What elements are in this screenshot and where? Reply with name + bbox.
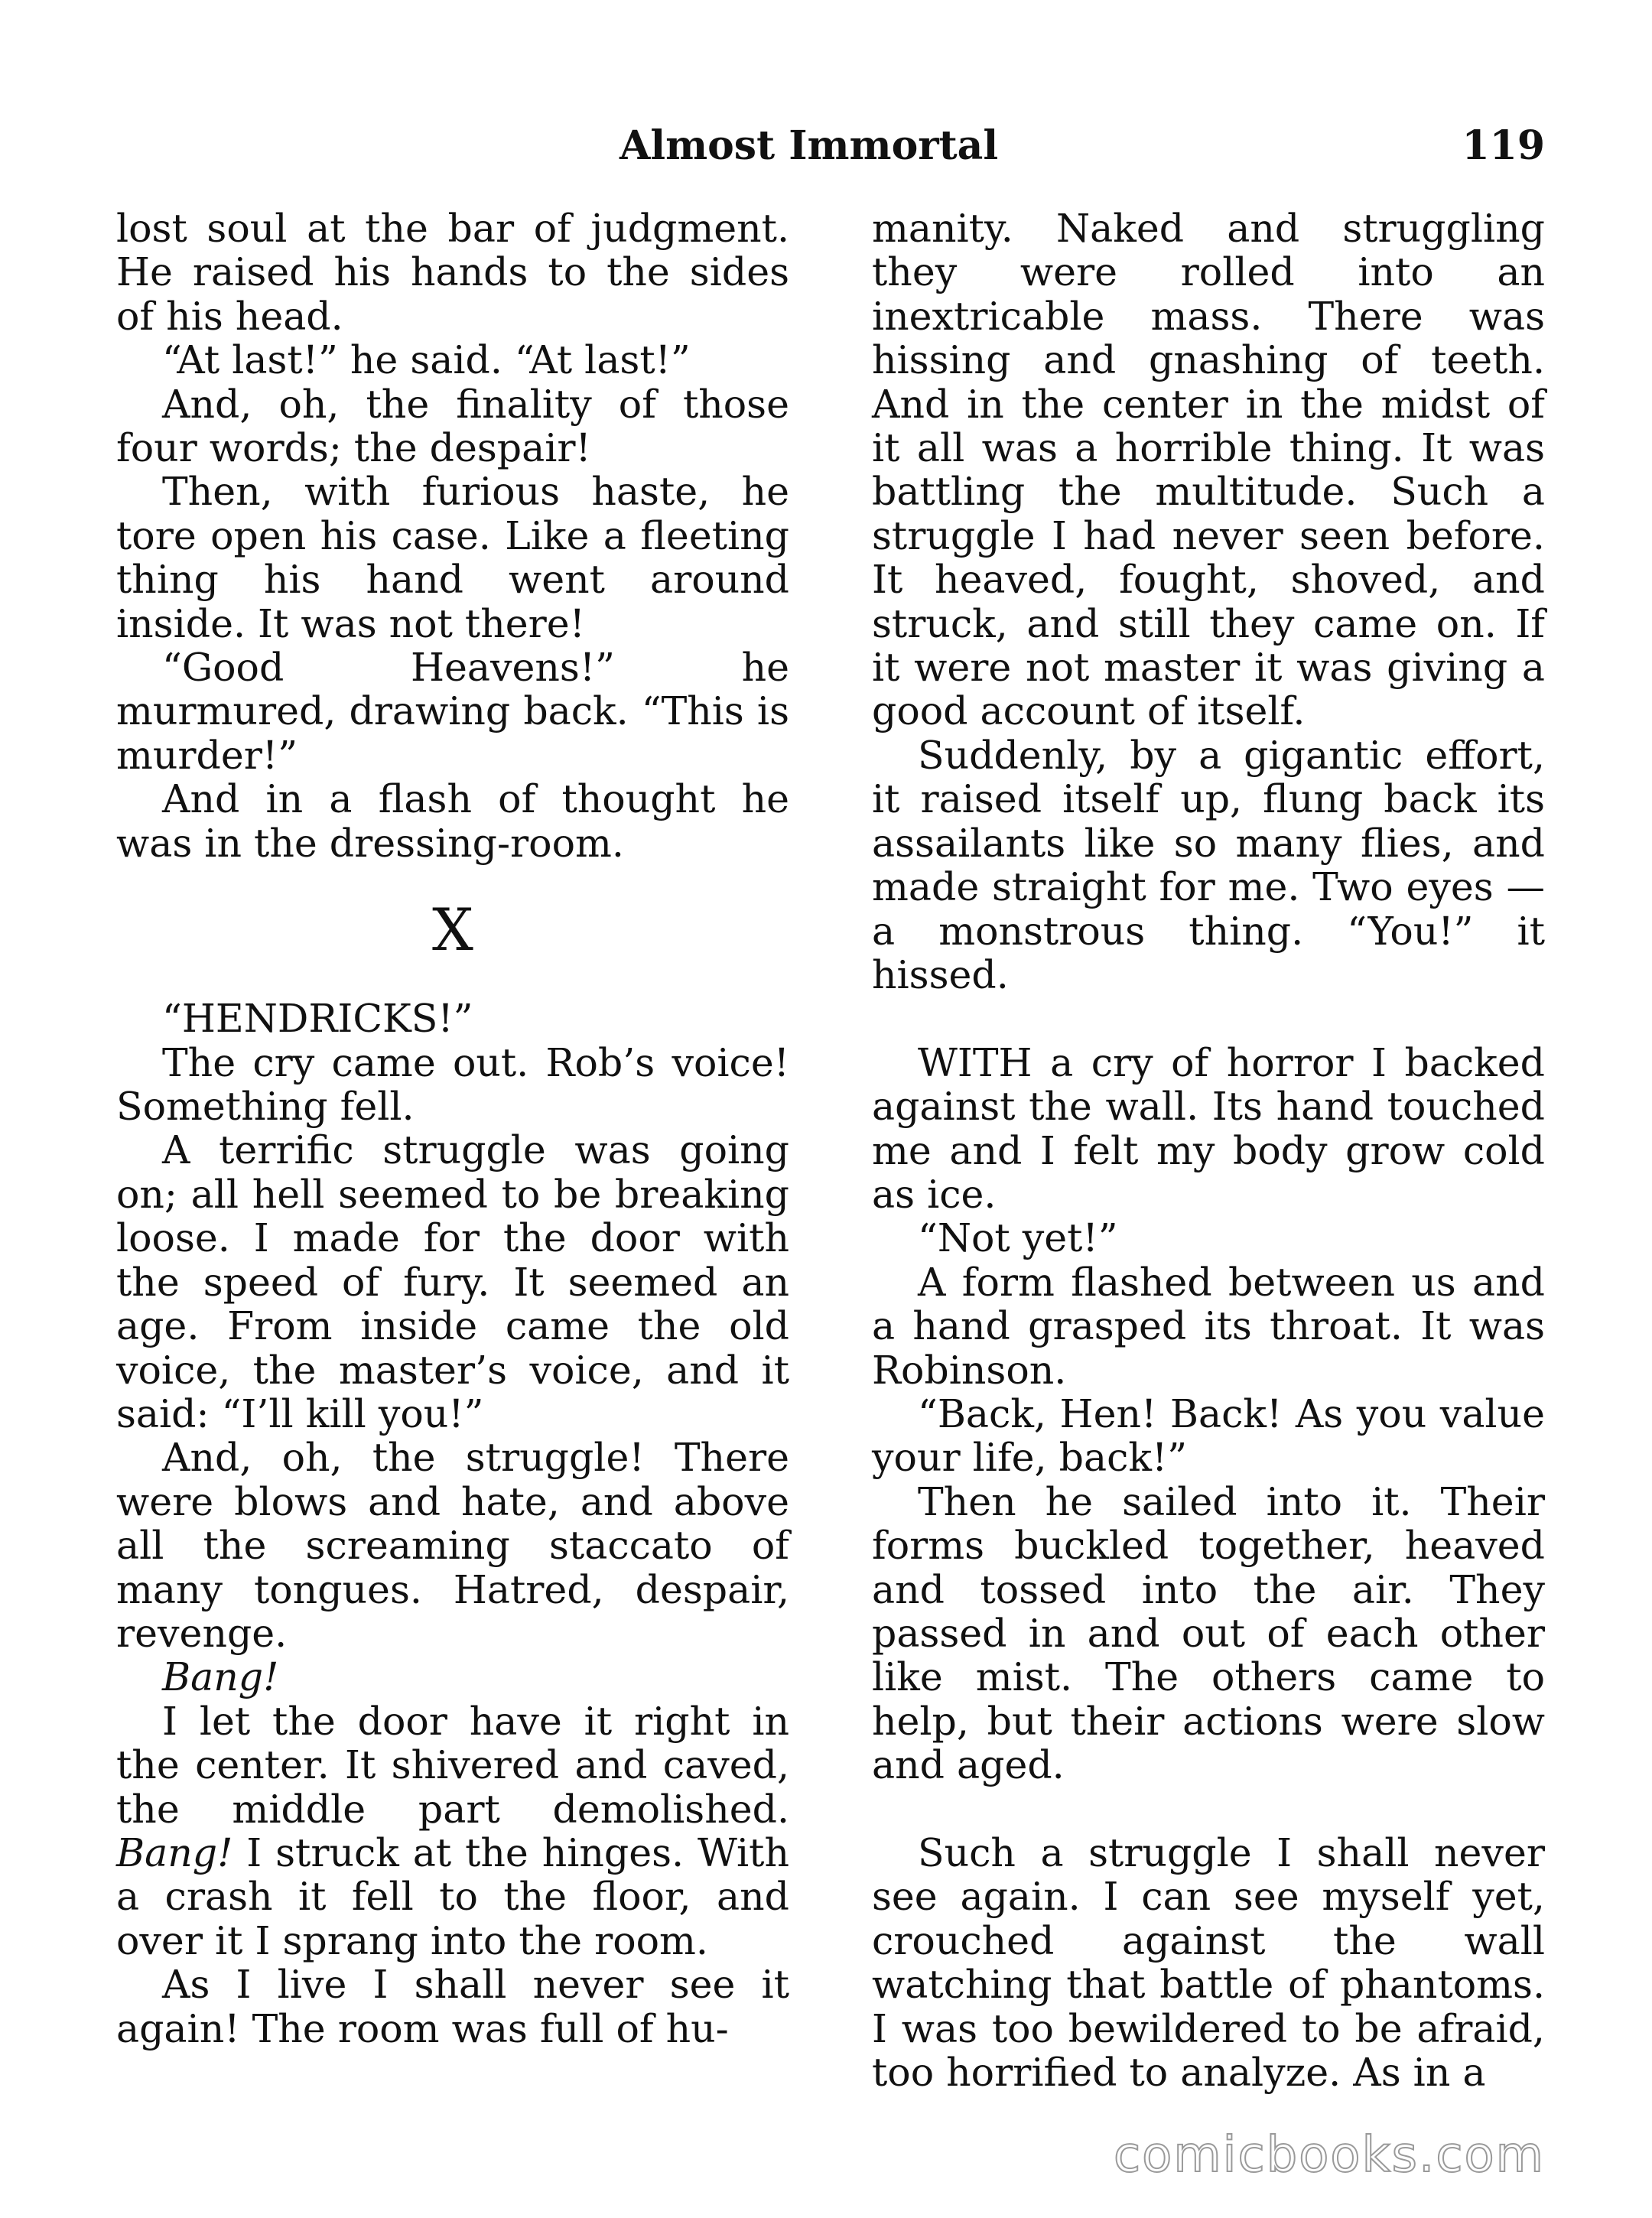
paragraph: And, oh, the struggle! There were blows and hate, and above all the screaming staccato of many tongues. Hatred, despair, revenge. bbox=[116, 1435, 789, 1656]
text-run: I struck at the hinges. With a crash it fell to the floor, and over it I sprang into the room. bbox=[116, 1829, 789, 1963]
paragraph: A form flashed between us and a hand grasped its throat. It was Robinson. bbox=[872, 1259, 1545, 1393]
paragraph: WITH a cry of horror I backed against the wall. Its hand touched me and I felt my body grow cold as ice. bbox=[872, 1039, 1545, 1217]
paragraph: manity. Naked and struggling they were rolled into an inextricable mass. There was hissing and gnashing of teeth. And in the center in the midst of it all was a horrible thing. It was battling the multitude. Such a struggle I had never seen before. It heaved, fought, shoved, and struck, and still they came on. If it were not master it was giving a good account of itself. bbox=[872, 206, 1545, 734]
paragraph: “Back, Hen! Back! As you value your life, back!” bbox=[872, 1390, 1545, 1481]
left-column bbox=[116, 207, 789, 2051]
paragraph: And, oh, the finality of those four words; the despair! bbox=[116, 381, 789, 471]
paragraph: Suddenly, by a gigantic effort, it raised itself up, flung back its assailants like so many flies, and made straight for me. Two eyes — a monstrous thing. “You!” it hissed. bbox=[872, 732, 1545, 997]
paragraph: Such a struggle I shall never see again. I can see myself yet, crouched against the wall watching that battle of phantoms. I was too bewildered to be afraid, too horrified to analyze. As in a bbox=[872, 1830, 1545, 2096]
section-heading: X bbox=[432, 896, 473, 964]
paragraph: Then he sailed into it. Their forms buckled together, heaved and tossed into the air. They passed in and out of each other like mist. The others came to help, but their actions were slow and aged. bbox=[872, 1478, 1545, 1788]
paragraph: “At last!” he said. “At last!” bbox=[162, 337, 691, 383]
page-number: 119 bbox=[1462, 122, 1545, 169]
right-column bbox=[872, 207, 1545, 2094]
paragraph: lost soul at the bar of judgment. He raised his hands to the sides of his head. bbox=[116, 206, 789, 339]
paragraph: “HENDRICKS!” bbox=[162, 996, 473, 1042]
paragraph bbox=[116, 1699, 789, 1963]
running-title: Almost Immortal bbox=[620, 122, 999, 169]
paragraph: The cry came out. Rob’s voice! Something fell. bbox=[116, 1039, 789, 1130]
text-run: I let the door have it right in the center. It shivered and caved, the middle part demolished. bbox=[116, 1698, 789, 1832]
spacer bbox=[872, 997, 1545, 1040]
paragraph: And in a flash of thought he was in the dressing-room. bbox=[116, 776, 789, 866]
watermark: comicbooks.com bbox=[1113, 2127, 1545, 2184]
spacer bbox=[872, 1787, 1545, 1831]
emphasis: Bang! bbox=[116, 1829, 233, 1875]
paragraph: “Not yet!” bbox=[918, 1215, 1118, 1261]
paragraph: “Good Heavens!” he murmured, drawing back. “This is murder!” bbox=[116, 645, 789, 778]
running-head bbox=[115, 122, 1545, 176]
paragraph: As I live I shall never see it again! The room was full of hu- bbox=[116, 1962, 789, 2051]
paragraph: Bang! bbox=[162, 1654, 279, 1700]
paragraph: Then, with furious haste, he tore open his case. Like a fleeting thing his hand went around inside. It was not there! bbox=[116, 469, 789, 646]
paragraph: A terrific struggle was going on; all hell seemed to be breaking loose. I made for the door with the speed of fury. It seemed an age. From inside came the old voice, the master’s voice, and it said: “I’ll kill you!” bbox=[116, 1127, 789, 1436]
